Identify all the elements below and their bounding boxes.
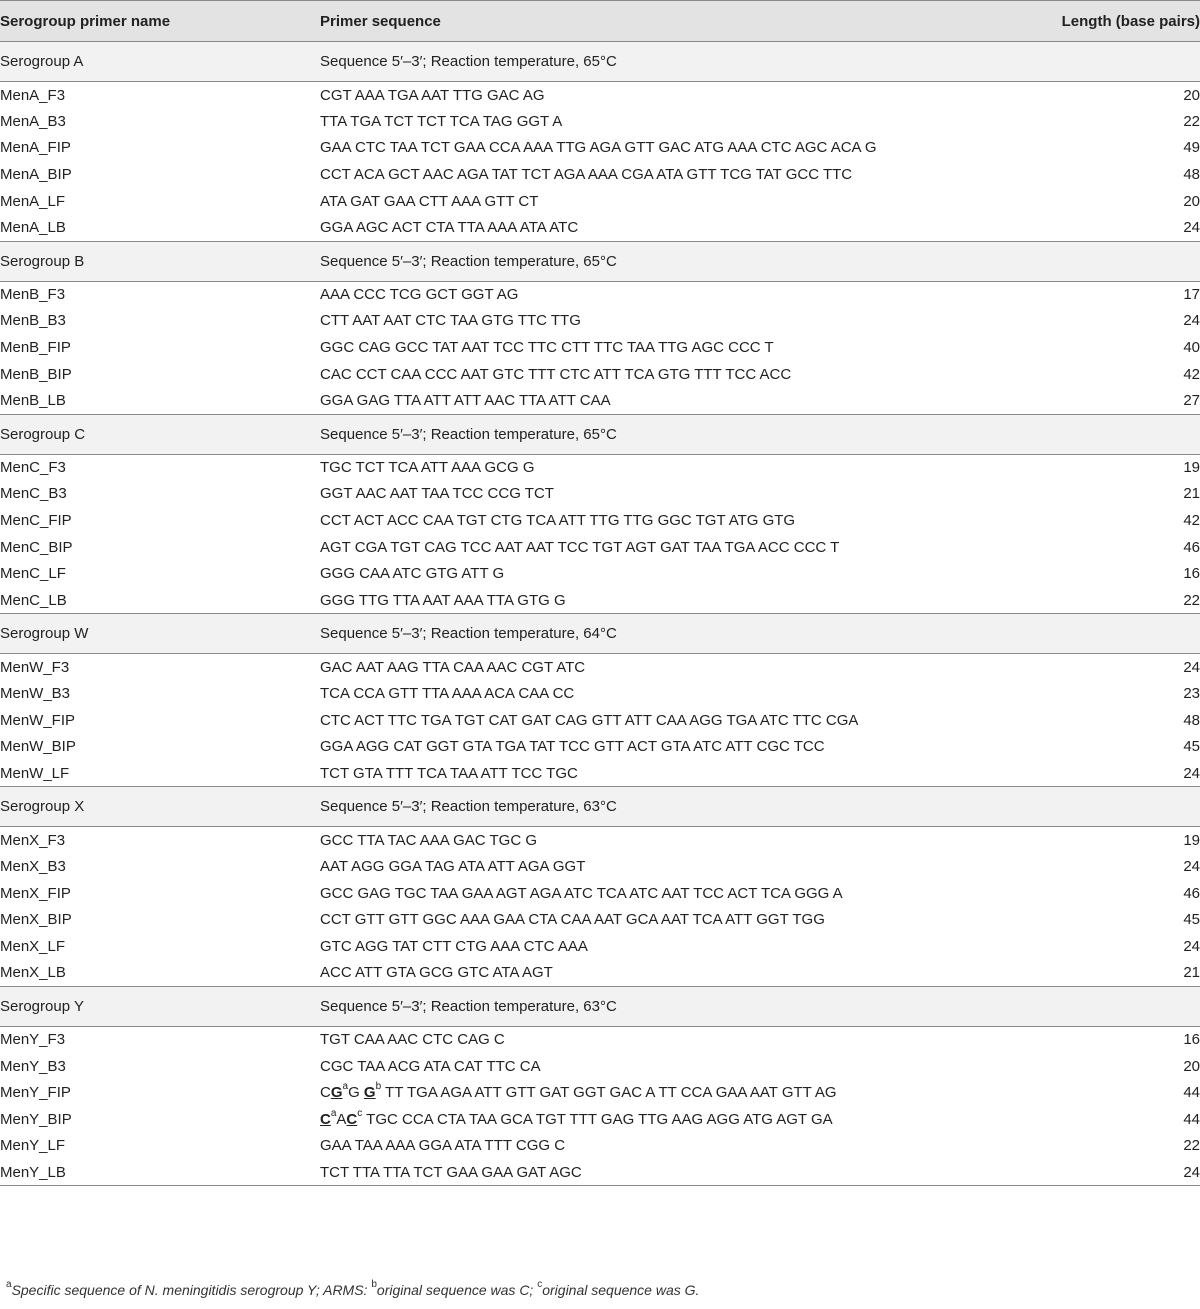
header-length: Length (base pairs) (1061, 12, 1200, 30)
primer-name: MenA_LF (0, 192, 66, 210)
footnote-text-c: original sequence was G. (542, 1282, 700, 1298)
table-row (0, 560, 1200, 587)
footnote-sup-c: c (537, 1279, 543, 1291)
primer-sequence: CCT ACA GCT AAC AGA TAT TCT AGA AAA CGA ATA GTT TCG TAT GCC TTC (320, 166, 853, 184)
primer-length: 24 (1183, 764, 1200, 782)
primer-length: 40 (1183, 339, 1200, 357)
primer-sequence: TGC TCT TCA ATT AAA GCG G (320, 459, 535, 477)
primer-name: MenW_FIP (0, 711, 76, 729)
primer-sequence: CTC ACT TTC TGA TGT CAT GAT CAG GTT ATT CAA AGG TGA ATC TTC CGA (320, 711, 859, 729)
table-row (0, 853, 1200, 880)
serogroup-row (0, 986, 1200, 1026)
table-row (0, 534, 1200, 561)
primer-length: 21 (1183, 485, 1200, 503)
mismatch-base: C (320, 1110, 331, 1128)
primer-length: 20 (1183, 1057, 1200, 1075)
sequence-footnote-mark: b (375, 1081, 382, 1093)
table-row (0, 1159, 1200, 1186)
primer-sequence: CAC CCT CAA CCC AAT GTC TTT CTC ATT TCA GTG TTT TCC ACC (320, 365, 792, 383)
primer-sequence: TCT TTA TTA TCT GAA GAA GAT AGC (320, 1163, 582, 1181)
primer-name: MenX_LB (0, 964, 66, 982)
primer-length: 16 (1183, 565, 1200, 583)
primer-length: 46 (1183, 884, 1200, 902)
primer-length: 45 (1183, 911, 1200, 929)
primer-name: MenW_BIP (0, 738, 76, 756)
footnote-sup-a: a (6, 1279, 12, 1291)
primer-sequence: GGA GAG TTA ATT ATT AAC TTA ATT CAA (320, 391, 611, 409)
table-row (0, 188, 1200, 215)
primer-length: 48 (1183, 166, 1200, 184)
primer-length: 24 (1183, 312, 1200, 330)
primer-name: MenA_F3 (0, 86, 66, 104)
primer-length: 23 (1183, 684, 1200, 702)
serogroup-empty-cell (1036, 614, 1200, 654)
primer-length: 24 (1183, 937, 1200, 955)
table-row (0, 161, 1200, 188)
footnote-text-a: Specific sequence of N. meningitidis serogroup Y; ARMS: (11, 1282, 372, 1298)
primer-name: MenY_F3 (0, 1031, 66, 1049)
primer-name: MenX_F3 (0, 831, 66, 849)
serogroup-condition: Sequence 5′–3′; Reaction temperature, 63°C (320, 997, 617, 1015)
primer-sequence: CCT ACT ACC CAA TGT CTG TCA ATT TTG TTG GGC TGT ATG GTG (320, 512, 796, 530)
table-row (0, 281, 1200, 308)
primer-name: MenA_FIP (0, 139, 71, 157)
primer-name: MenY_B3 (0, 1057, 66, 1075)
serogroup-label: Serogroup Y (0, 997, 84, 1015)
serogroup-condition: Sequence 5′–3′; Reaction temperature, 63°C (320, 798, 617, 816)
primer-name: MenC_FIP (0, 512, 72, 530)
primer-sequence: GGA AGG CAT GGT GTA TGA TAT TCC GTT ACT GTA ATC ATT CGC TCC (320, 738, 825, 756)
primer-name: MenY_FIP (0, 1084, 71, 1102)
primer-sequence: TCA CCA GTT TTA AAA ACA CAA CC (320, 684, 575, 702)
primer-sequence: GGA AGC ACT CTA TTA AAA ATA ATC (320, 219, 579, 237)
serogroup-label: Serogroup X (0, 798, 85, 816)
sequence-fragment: C (320, 1084, 331, 1102)
primer-sequence: AAA CCC TCG GCT GGT AG (320, 286, 519, 304)
primer-length: 19 (1183, 831, 1200, 849)
serogroup-row (0, 614, 1200, 654)
primer-name: MenW_LF (0, 764, 70, 782)
primer-sequence: GAA TAA AAA GGA ATA TTT CGG C (320, 1137, 566, 1155)
primer-sequence (320, 1079, 1036, 1106)
primer-length: 42 (1183, 365, 1200, 383)
primer-sequence: AGT CGA TGT CAG TCC AAT AAT TCC TGT AGT GAT TAA TGA ACC CCC T (320, 538, 840, 556)
primer-name: MenA_B3 (0, 112, 66, 130)
primer-name: MenC_LF (0, 565, 66, 583)
table-row (0, 308, 1200, 335)
header-primer-sequence: Primer sequence (320, 12, 441, 30)
serogroup-row (0, 241, 1200, 281)
table-row (0, 1133, 1200, 1160)
table-row (0, 707, 1200, 734)
primer-sequence: CCT GTT GTT GGC AAA GAA CTA CAA AAT GCA AAT TCA ATT GGT TGG (320, 911, 825, 929)
table-row (0, 960, 1200, 987)
primer-length: 46 (1183, 538, 1200, 556)
primer-length: 20 (1183, 86, 1200, 104)
footnote-sup-b: b (371, 1279, 377, 1291)
table-row (0, 507, 1200, 534)
mismatch-base: C (346, 1110, 358, 1128)
table-row (0, 135, 1200, 162)
serogroup-label: Serogroup W (0, 625, 89, 643)
primer-name: MenB_F3 (0, 286, 66, 304)
primer-length: 24 (1183, 658, 1200, 676)
primer-sequence: GGG TTG TTA AAT AAA TTA GTG G (320, 591, 566, 609)
primer-sequence: ATA GAT GAA CTT AAA GTT CT (320, 192, 539, 210)
table-row (0, 1079, 1200, 1106)
serogroup-condition: Sequence 5′–3′; Reaction temperature, 65°C (320, 53, 617, 70)
table-body (0, 42, 1200, 1186)
primer-name: MenA_LB (0, 219, 66, 237)
primer-name: MenX_BIP (0, 911, 72, 929)
primer-sequence: GGT AAC AAT TAA TCC CCG TCT (320, 485, 554, 503)
table-row (0, 108, 1200, 135)
table-footnote (6, 1279, 700, 1298)
serogroup-empty-cell (1036, 986, 1200, 1026)
table-row (0, 214, 1200, 241)
primer-length: 21 (1183, 964, 1200, 982)
sequence-fragment: G (348, 1084, 364, 1102)
table-row (0, 933, 1200, 960)
primer-length: 19 (1183, 459, 1200, 477)
primer-sequence: TGT CAA AAC CTC CAG C (320, 1031, 505, 1049)
serogroup-row (0, 42, 1200, 82)
primer-length: 22 (1183, 112, 1200, 130)
table-row (0, 880, 1200, 907)
serogroup-condition: Sequence 5′–3′; Reaction temperature, 65°C (320, 425, 617, 443)
primer-length: 45 (1183, 738, 1200, 756)
table-row (0, 906, 1200, 933)
primer-sequence (320, 1106, 1036, 1133)
table-row (0, 680, 1200, 707)
table-header-row (0, 1, 1200, 42)
table-row (0, 361, 1200, 388)
primer-sequence: GAA CTC TAA TCT GAA CCA AAA TTG AGA GTT GAC ATG AAA CTC AGC ACA G (320, 139, 877, 157)
primer-sequence: GGC CAG GCC TAT AAT TCC TTC CTT TTC TAA TTG AGC CCC T (320, 339, 774, 357)
primer-name: MenY_BIP (0, 1110, 72, 1128)
serogroup-empty-cell (1036, 241, 1200, 281)
serogroup-row (0, 787, 1200, 827)
primer-name: MenC_B3 (0, 485, 67, 503)
primer-length: 42 (1183, 512, 1200, 530)
footnote-text-b: original sequence was C; (376, 1282, 538, 1298)
table-row (0, 1026, 1200, 1053)
primer-name: MenC_LB (0, 591, 67, 609)
primer-length: 24 (1183, 219, 1200, 237)
table-row (0, 481, 1200, 508)
serogroup-condition: Sequence 5′–3′; Reaction temperature, 64°C (320, 625, 617, 643)
primer-name: MenY_LF (0, 1137, 66, 1155)
primer-length: 44 (1183, 1084, 1200, 1102)
primer-sequence: GCC TTA TAC AAA GAC TGC G (320, 831, 537, 849)
primer-name: MenA_BIP (0, 166, 72, 184)
table-row (0, 334, 1200, 361)
primer-name: MenB_FIP (0, 339, 71, 357)
sequence-fragment: TGC CCA CTA TAA GCA TGT TTT GAG TTG AAG AGG ATG AGT GA (362, 1110, 833, 1128)
table-row (0, 82, 1200, 109)
table-row (0, 827, 1200, 854)
serogroup-empty-cell (1036, 42, 1200, 82)
primer-name: MenW_B3 (0, 684, 71, 702)
primer-length: 24 (1183, 1163, 1200, 1181)
serogroup-empty-cell (1036, 414, 1200, 454)
primer-sequence: TTA TGA TCT TCT TCA TAG GGT A (320, 112, 563, 130)
table-row (0, 1053, 1200, 1080)
primer-length: 48 (1183, 711, 1200, 729)
primer-length: 24 (1183, 857, 1200, 875)
primer-name: MenX_LF (0, 937, 66, 955)
table-row (0, 454, 1200, 481)
primer-sequence: GGG CAA ATC GTG ATT G (320, 565, 505, 583)
primer-length: 22 (1183, 1137, 1200, 1155)
primer-sequence: TCT GTA TTT TCA TAA ATT TCC TGC (320, 764, 578, 782)
primer-sequence: ACC ATT GTA GCG GTC ATA AGT (320, 964, 553, 982)
primer-name: MenX_B3 (0, 857, 66, 875)
primer-name: MenC_F3 (0, 459, 66, 477)
primer-name: MenB_BIP (0, 365, 72, 383)
table-row (0, 587, 1200, 614)
primer-name: MenB_B3 (0, 312, 66, 330)
primer-length: 49 (1183, 139, 1200, 157)
primer-name: MenC_BIP (0, 538, 73, 556)
primer-name: MenW_F3 (0, 658, 70, 676)
table-row (0, 733, 1200, 760)
primer-name: MenY_LB (0, 1163, 66, 1181)
mismatch-base: G (330, 1084, 343, 1102)
serogroup-condition: Sequence 5′–3′; Reaction temperature, 65°C (320, 252, 617, 270)
primer-sequence: GTC AGG TAT CTT CTG AAA CTC AAA (320, 937, 588, 955)
primer-sequence: GCC GAG TGC TAA GAA AGT AGA ATC TCA ATC AAT TCC ACT TCA GGG A (320, 884, 843, 902)
serogroup-row (0, 414, 1200, 454)
sequence-footnote-mark: a (342, 1081, 349, 1093)
primer-name: MenX_FIP (0, 884, 71, 902)
sequence-fragment: TT TGA AGA ATT GTT GAT GGT GAC A TT CCA GAA AAT GTT AG (381, 1084, 837, 1102)
serogroup-empty-cell (1036, 787, 1200, 827)
primer-length: 22 (1183, 591, 1200, 609)
sequence-fragment: A (336, 1110, 347, 1128)
table-row (0, 387, 1200, 414)
primer-sequence: CGC TAA ACG ATA CAT TTC CA (320, 1057, 541, 1075)
header-primer-name: Serogroup primer name (0, 12, 171, 30)
primer-length: 44 (1183, 1110, 1200, 1128)
serogroup-label: Serogroup C (0, 425, 86, 443)
primer-length: 16 (1183, 1031, 1200, 1049)
table-row (0, 1106, 1200, 1133)
mismatch-base: G (363, 1084, 376, 1102)
table-row (0, 654, 1200, 681)
sequence-footnote-mark: c (357, 1107, 363, 1119)
sequence-footnote-mark: a (330, 1107, 337, 1119)
serogroup-label: Serogroup A (0, 53, 84, 70)
serogroup-label: Serogroup B (0, 252, 85, 270)
primer-length: 20 (1183, 192, 1200, 210)
primer-name: MenB_LB (0, 391, 66, 409)
table-row (0, 760, 1200, 787)
primer-sequence: AAT AGG GGA TAG ATA ATT AGA GGT (320, 857, 586, 875)
primer-length: 27 (1183, 391, 1200, 409)
primer-sequence: CGT AAA TGA AAT TTG GAC AG (320, 86, 545, 104)
primer-sequence: CTT AAT AAT CTC TAA GTG TTC TTG (320, 312, 581, 330)
primer-length: 17 (1183, 286, 1200, 304)
primer-sequence: GAC AAT AAG TTA CAA AAC CGT ATC (320, 658, 586, 676)
